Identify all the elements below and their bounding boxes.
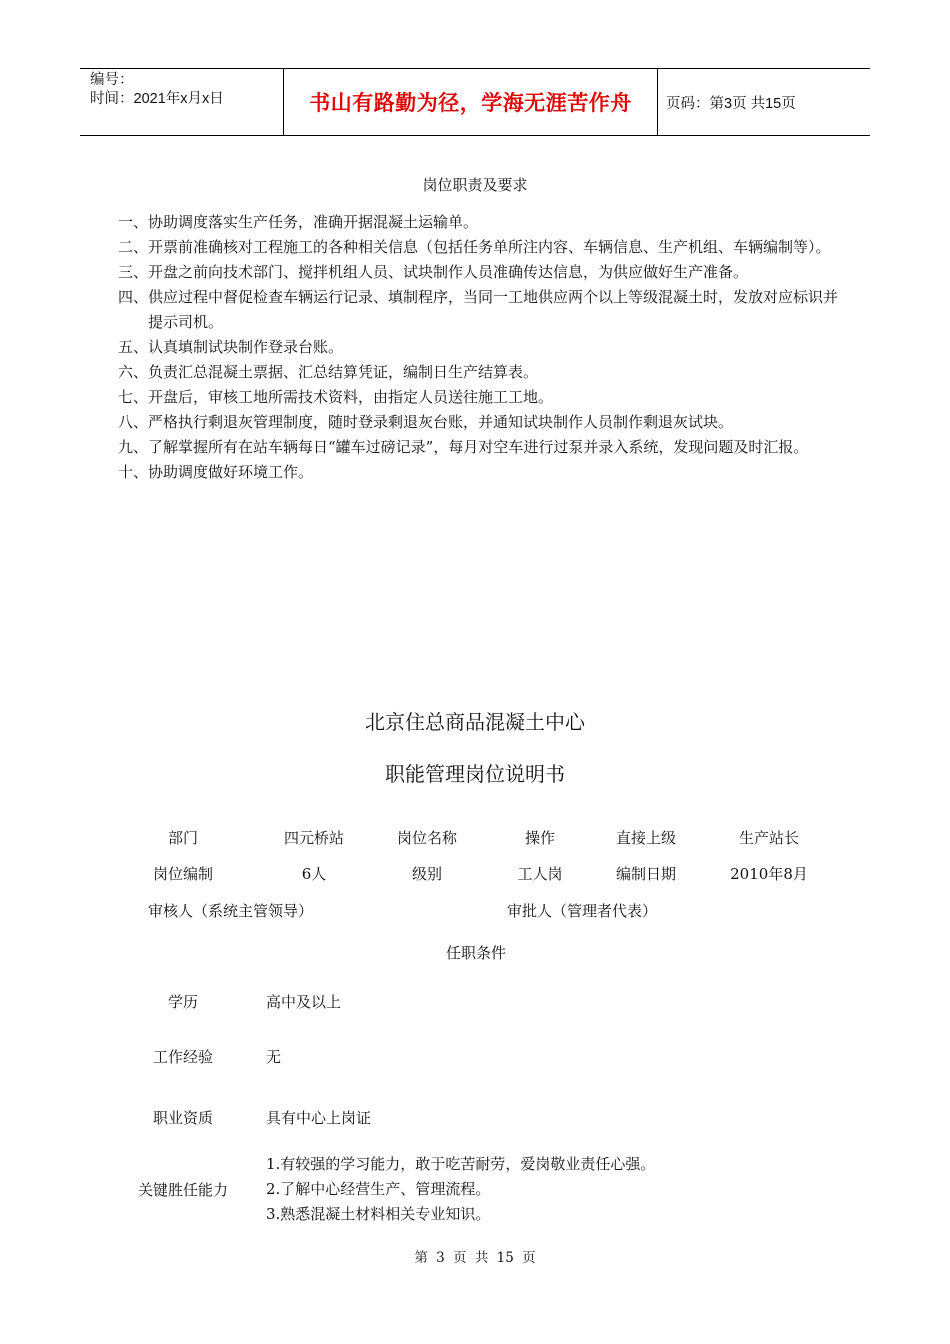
education-label: 学历 — [167, 993, 199, 1011]
duty-item: 五、认真填制试块制作登录台账。 — [118, 338, 344, 356]
document-title: 职能管理岗位说明书 — [385, 762, 565, 786]
competency-list — [266, 1152, 655, 1227]
duty-item: 八、严格执行剩退灰管理制度，随时登录剩退灰台账，并通知试块制作人员制作剩退灰试块。 — [118, 413, 734, 431]
experience-label: 工作经验 — [152, 1048, 214, 1066]
level-label: 级别 — [411, 865, 443, 883]
header-motto-cell — [283, 69, 658, 135]
duty-item: 六、负责汇总混凝土票据、汇总结算凭证，编制日生产结算表。 — [118, 363, 539, 381]
date-label: 编制日期 — [615, 865, 677, 883]
duty-item: 十、协助调度做好环境工作。 — [118, 463, 314, 481]
duty-item: 四、供应过程中督促检查车辆运行记录、填制程序，当同一工地供应两个以上等级混凝土时，发放对应标识并提示司机。 — [118, 288, 839, 331]
duty-item: 七、开盘后，审核工地所需技术资料，由指定人员送往施工工地。 — [118, 388, 554, 406]
position-label: 岗位名称 — [396, 829, 458, 847]
experience-value: 无 — [266, 1048, 282, 1066]
document-number-label: 编号： — [90, 72, 134, 88]
header-page-cell — [658, 69, 870, 135]
qualification-value: 具有中心上岗证 — [266, 1109, 372, 1127]
competency-label: 关键胜任能力 — [137, 1181, 229, 1199]
organization-title: 北京住总商品混凝土中心 — [365, 710, 585, 734]
level-value: 工人岗 — [517, 865, 563, 883]
duty-item: 三、开盘之前向技术部门、搅拌机组人员、试块制作人员准确传达信息，为供应做好生产准备。 — [118, 263, 749, 281]
requirements-title: 任职条件 — [445, 944, 507, 962]
headcount-value: 6人 — [301, 865, 327, 883]
headcount-label: 岗位编制 — [152, 865, 214, 883]
page-footer: 第 3 页 共 15 页 — [414, 1250, 536, 1266]
page-header — [80, 68, 870, 136]
competency-item: 1.有较强的学习能力，敢于吃苦耐劳，爱岗敬业责任心强。 — [266, 1155, 656, 1173]
duties-title: 岗位职责及要求 — [422, 176, 528, 194]
approver-label: 审批人（管理者代表） — [507, 902, 658, 920]
dept-label: 部门 — [167, 829, 199, 847]
duty-item: 一、协助调度落实生产任务，准确开据混凝土运输单。 — [118, 213, 479, 231]
date-value: 2010年8月 — [730, 865, 808, 883]
duties-list — [118, 210, 838, 485]
reviewer-label: 审核人（系统主管领导） — [148, 902, 314, 920]
qualification-label: 职业资质 — [152, 1109, 214, 1127]
competency-item: 2.了解中心经营生产、管理流程。 — [266, 1180, 491, 1198]
duty-item: 二、开票前准确核对工程施工的各种相关信息（包括任务单所注内容、车辆信息、生产机组、车辆编制等）。 — [118, 238, 831, 256]
dept-value: 四元桥站 — [283, 829, 345, 847]
superior-label: 直接上级 — [615, 829, 677, 847]
competency-item: 3.熟悉混凝土材料相关专业知识。 — [266, 1205, 491, 1223]
duty-item: 九、了解掌握所有在站车辆每日“罐车过磅记录”，每月对空车进行过泵并录入系统，发现问题及时汇报。 — [118, 438, 809, 456]
header-page-label: 页码：第3页 共15页 — [666, 95, 796, 112]
header-meta — [80, 69, 283, 135]
document-time-label: 时间：2021年x月x日 — [90, 91, 224, 107]
position-value: 操作 — [524, 829, 556, 847]
superior-value: 生产站长 — [738, 829, 800, 847]
header-motto: 书山有路勤为径，学海无涯苦作舟 — [309, 91, 632, 115]
education-value: 高中及以上 — [266, 993, 342, 1011]
